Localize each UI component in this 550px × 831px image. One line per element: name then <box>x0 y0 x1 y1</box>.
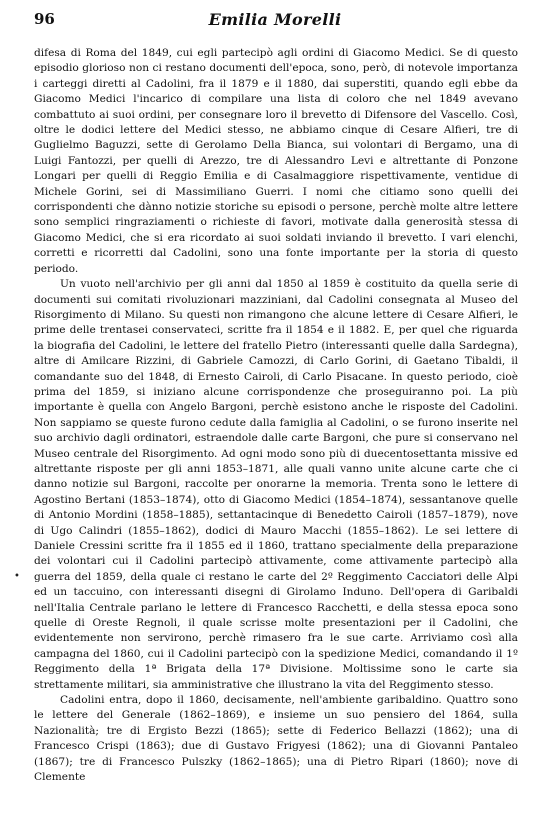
paragraph-continuation: difesa di Roma del 1849, cui egli partecipò agli ordini di Giacomo Medici. Se di questo episodio glorioso non ci restano documenti dell'epoca, sono, però, di notevole importanza i carteggi diretti al Cadolini, fra il 1879 e il 1880, dai superstiti, quando egli ebbe da Giacomo Medici l'incarico di compilare una lista di coloro che nel 1849 avevano combattuto ai suoi ordini, per consegnare loro il brevetto di Difensore del Vascello. Così, oltre le dodici lettere del Medici stesso, ne abbiamo cinque di Cesare Alfieri, tre di Guglielmo Baguzzi, sette di Gerolamo Della Bianca, sui volontari di Bergamo, una di Luigi Fantozzi, per quelli di Arezzo, tre di Alessandro Levi e altrettante di Ponzone Longari per quelli di Reggio Emilia e di Casalmaggiore rispettivamente, ventidue di Michele Gorini, sei di Massimiliano Guerri. I nomi che citiamo sono quelli dei corrispondenti che dànno notizie storiche su episodi o persone, perchè molte altre lettere sono semplici ringraziamenti o richieste di favori, motivate dalla generosità stessa di Giacomo Medici, che si era ricordato ai suoi soldati inviando il brevetto. I vari elenchi, corretti e ricorretti dal Cadolini, sono una fonte importante per la storia di questo periodo. <box>34 47 518 275</box>
running-title: Emilia Morelli <box>208 10 342 29</box>
paragraph-archive-gap: Un vuoto nell'archivio per gli anni dal 1850 al 1859 è costituito da quella serie di documenti sui comitati rivoluzionari mazziniani, dal Cadolini consegnata al Museo del Risorgimento di Milano. Su questi non rimangono che alcune lettere di Cesare Alfieri, le prime delle trentasei conservateci, scritte fra il 1854 e il 1882. E, per quel che riguarda la biografia del Cadolini, le lettere del fratello Pietro (interessanti quelle dalla Sardegna), altre di Amilcare Rizzini, di Gabriele Camozzi, di Carlo Gorini, di Gaetano Tibaldi, il comandante suo del 1848, di Ernesto Cairoli, di Carlo Pisacane. In questo periodo, cioè prima del 1859, si iniziano alcune corrispondenze che proseguiranno poi. La più importante è quella con Angelo Bargoni, perchè esistono anche le risposte del Cadolini. Non sappiamo se queste furono cedute dalla famiglia al Cadolini, o se furono inserite nel suo archivio dagli ordinatori, estraendole dalle carte Bargoni, che pure si conservano nel Museo centrale del Risorgimento. Ad ogni modo sono più di duecentosettanta missive ed altrettante risposte per gli anni 1853–1871, alle quali vanno unite alcune carte che ci danno notizie sul Bargoni, raccolte per onorarne la memoria. Trenta sono le lettere di Agostino Bertani (1853–1874), otto di Giacomo Medici (1854–1874), sessantanove quelle di Antonio Mordini (1858–1885), settantacinque di Benedetto Cairoli (1857–1879), nove di Ugo Calindri (1855–1862), dodici di Mauro Macchi (1855–1862). Le sei lettere di Daniele Cressini scritte fra il 1855 ed il 1860, trattano specialmente della preparazione dei volontari cui il Cadolini partecipò attivamente, come attivamente partecipò alla guerra del 1859, della quale ci restano le carte del 2º Reggimento Cacciatori delle Alpi ed un taccuino, con interessanti disegni di Girolamo Induno. Dell'opera di Garibaldi nell'Italia Centrale parlano le lettere di Francesco Racchetti, e della stessa epoca sono quelle di Oreste Regnoli, il quale scrisse molte presentazioni per il Cadolini, che evidentemente non servirono, perchè rimasero fra le sue carte. Arriviamo così alla campagna del 1860, cui il Cadolini partecipò con la spedizione Medici, comandando il 1º Reggimento della 1ª Brigata della 17ª Divisione. Moltissime sono le carte sia strettamente militari, sia amministrative che illustrano la vita del Reggimento stesso. <box>34 278 518 691</box>
body-text <box>34 46 518 786</box>
margin-bullet-mark: • <box>14 571 20 582</box>
paragraph-garibaldian: Cadolini entra, dopo il 1860, decisamente, nell'ambiente garibaldino. Quattro sono le lettere del Generale (1862–1869), e insieme un suo pensiero del 1864, sulla Nazionalità; tre di Ergisto Bezzi (1865); sette di Federico Bellazzi (1862); una di Francesco Crispi (1863); due di Gustavo Frigyesi (1862); una di Giovanni Pantaleo (1867); tre di Francesco Pulszky (1862–1865); una di Pietro Ripari (1860); nove di Clemente <box>34 694 518 784</box>
page-header <box>34 10 516 34</box>
page-number: 96 <box>34 10 55 28</box>
